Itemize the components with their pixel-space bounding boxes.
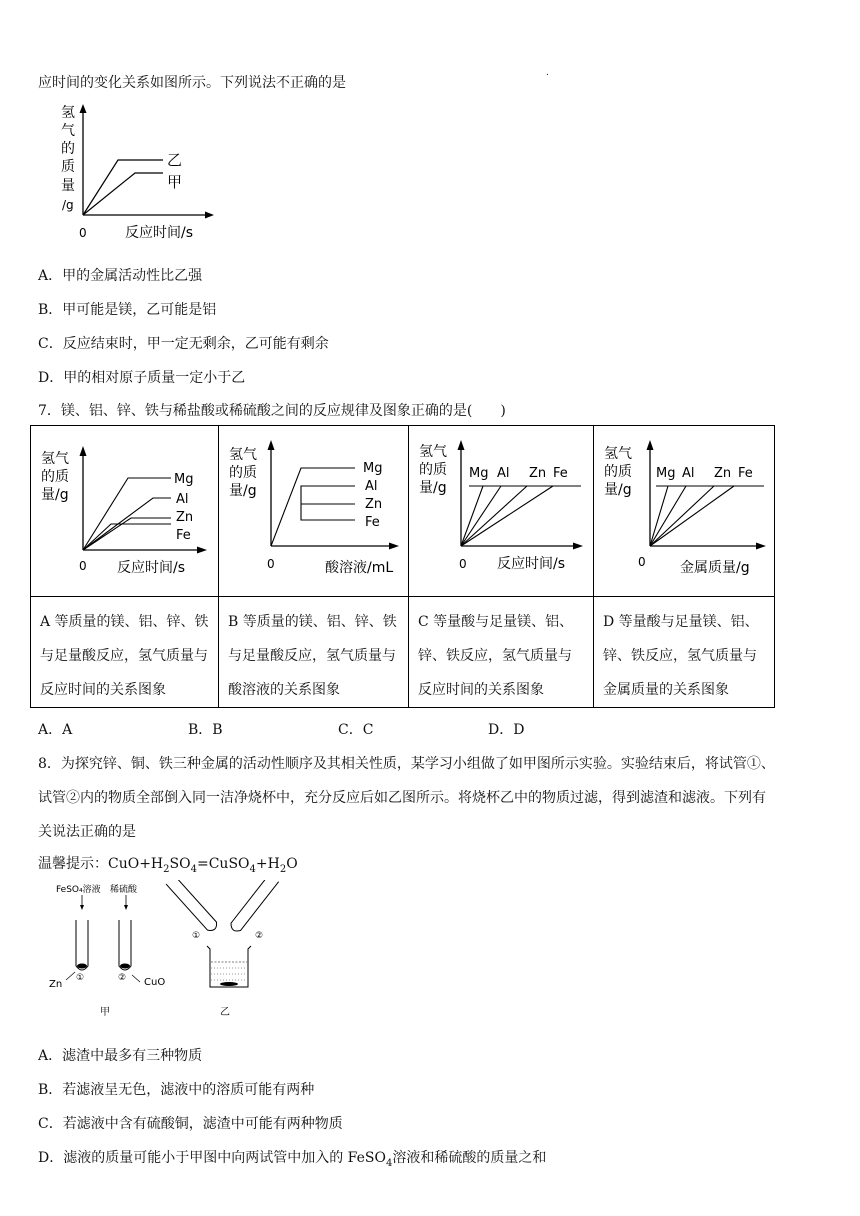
label-mg: Mg [174,472,194,487]
label-mg: Mg [363,461,383,476]
question-6-graph [55,100,225,245]
caption-a: A 等质量的镁、铝、锌、铁与足量酸反应，氢气质量与反应时间的关系图象 [31,597,219,708]
label-mg: Mg [656,466,676,481]
origin-label: 0 [459,557,467,571]
q6-option-d[interactable]: D．甲的相对原子质量一定小于乙 [38,370,246,386]
y-label-line: 氢气 [604,446,632,462]
label-fe: Fe [176,528,191,543]
label-al: Al [365,479,378,494]
y-label-line: 的质 [604,464,632,480]
question-7-answers [0,719,860,739]
y-label-char: 质 [61,159,75,175]
question-8-stem-line-3: 关说法正确的是 [38,824,136,840]
y-label-char: 量 [61,178,75,194]
q6-option-c[interactable]: C．反应结束时，甲一定无剩余，乙可能有剩余 [38,336,329,352]
caption-d: D 等量酸与足量镁、铝、锌、铁反应，氢气质量与金属质量的关系图象 [594,597,775,708]
origin-label: 0 [267,557,275,571]
zinc-piece [77,964,87,969]
label-al: Al [497,466,510,481]
graph-cell-d[interactable] [594,426,775,597]
tilted-tube-1-mark: ① [192,931,201,941]
tube-1-mark: ① [76,973,85,983]
series-line-fe [301,504,355,520]
test-tube-1 [76,920,88,970]
y-axis [80,104,87,215]
series-line-mg [461,486,483,546]
experiment-figure [40,880,290,1020]
x-axis-label: 金属质量/g [680,560,750,576]
cuo-powder [120,964,130,969]
beaker-residue [220,982,238,986]
series-line-zn [650,486,714,546]
x-axis [83,212,214,219]
hint-label: 温馨提示： [38,856,108,872]
label-fe: Fe [365,515,380,530]
series-line-mg [83,478,171,550]
origin-label: 0 [638,555,646,569]
graph-c [409,426,592,592]
metal-label-zn: Zn [49,979,63,990]
caption-c: C 等量酸与足量镁、铝、锌、铁反应，氢气质量与反应时间的关系图象 [409,597,594,708]
y-label-char: 气 [61,123,75,139]
question-7-stem: 7．镁、铝、锌、铁与稀盐酸或稀硫酸之间的反应规律及图象正确的是( ) [38,403,506,419]
series-line-fe [650,486,734,546]
y-label-unit: /g [62,198,74,212]
q7-answer-b[interactable]: B．B [188,722,223,738]
y-label-line: 的质 [229,465,257,481]
label-zn: Zn [365,497,383,512]
series-line-mg [271,468,355,546]
x-axis-label: 反应时间/s [125,225,194,241]
label-al: Al [682,466,695,481]
tube-2-mark: ② [118,973,127,983]
graph-a [31,426,217,592]
q8-option-a[interactable]: A．滤渣中最多有三种物质 [38,1048,203,1064]
arrow-icon [124,895,128,910]
series-line-al [650,486,686,546]
q8-option-c[interactable]: C．若滤液中含有硫酸铜，滤渣中可能有两种物质 [38,1116,343,1132]
series-line-zn [83,518,171,550]
figure-caption-yi: 乙 [220,1007,230,1018]
y-label-line: 量/g [419,480,447,496]
y-label-line: 量/g [229,483,257,499]
origin-label: 0 [79,559,87,573]
question-8-stem-line-1: 8．为探究锌、铜、铁三种金属的活动性顺序及其相关性质，某学习小组做了如甲图所示实验。实验结束后，将试管①、 [38,756,775,772]
caption-b: B 等质量的镁、铝、锌、铁与足量酸反应，氢气质量与酸溶液的关系图象 [219,597,409,708]
y-label-char: 氢 [61,105,75,121]
graph-cell-b[interactable] [219,426,409,597]
q7-answer-d[interactable]: D．D [488,722,525,738]
hint-formula: $CuO+H_2SO_4=CuSO_4+H_2O$ [108,856,298,875]
series-line-zn [461,486,527,546]
label-zn: Zn [714,466,732,481]
q7-answer-c[interactable]: C．C [338,722,374,738]
arrow-icon [80,895,84,910]
y-label-line: 氢气 [229,447,257,463]
test-tube-2 [119,920,131,970]
label-zn: Zn [529,466,547,481]
origin-label: 0 [79,226,87,240]
series-label-jia: 甲 [167,173,183,191]
y-label-line: 氢气 [41,451,69,467]
series-line-al [461,486,501,546]
q7-answer-a[interactable]: A．A [38,722,73,738]
y-label-line: 量/g [604,482,632,498]
reagent-label-dilute-sulfuric-acid: 稀硫酸 [110,885,138,895]
q6-option-b[interactable]: B．甲可能是镁，乙可能是铝 [38,302,217,318]
graph-cell-a[interactable] [31,426,219,597]
label-al: Al [176,492,189,507]
graph-b [219,426,407,592]
hint-line [38,853,298,875]
label-mg: Mg [469,466,489,481]
x-axis-label: 反应时间/s [117,560,186,576]
question-8-stem-line-2: 试管②内的物质全部倒入同一洁净烧杯中，充分反应后如乙图所示。将烧杯乙中的物质过滤，得到滤渣和滤液。下列有 [38,790,766,806]
label-fe: Fe [553,466,568,481]
graph-cell-c[interactable] [409,426,594,597]
figure-caption-jia: 甲 [100,1007,110,1018]
x-axis-label: 反应时间/s [497,556,566,572]
q6-option-a[interactable]: A．甲的金属活动性比乙强 [38,268,203,284]
tilted-tube-1 [166,880,219,933]
beaker [207,946,251,987]
y-label-line: 的质 [419,462,447,478]
series-label-yi: 乙 [167,151,183,169]
reagent-label-feso4: FeSO₄溶液 [56,885,101,895]
question-6-stem: 应时间的变化关系如图所示。下列说法不正确的是 [38,75,346,91]
y-label-line: 的质 [41,469,69,485]
metal-label-cuo: CuO [144,977,166,988]
q8-option-b[interactable]: B．若滤液呈无色，滤液中的溶质可能有两种 [38,1082,315,1098]
y-label-line: 氢气 [419,444,447,460]
label-zn: Zn [176,510,194,525]
label-fe: Fe [738,466,753,481]
tilted-tube-2-mark: ② [255,931,264,941]
tilted-tube-2 [229,880,279,934]
y-label-char: 的 [61,141,75,157]
y-label-line: 量/g [41,487,69,503]
series-line-al [301,486,355,504]
q8-option-d[interactable]: D．滤液的质量可能小于甲图中向两试管中加入的 FeSO$_4$溶液和稀硫酸的质量之和 [38,1150,547,1169]
graph-d [594,426,773,592]
series-line-jia [83,173,163,215]
stray-dot: . [546,68,549,78]
question-7-table [30,425,775,708]
series-line-yi [83,160,163,215]
series-line-fe [461,486,553,546]
x-axis-label: 酸溶液/mL [325,560,394,576]
